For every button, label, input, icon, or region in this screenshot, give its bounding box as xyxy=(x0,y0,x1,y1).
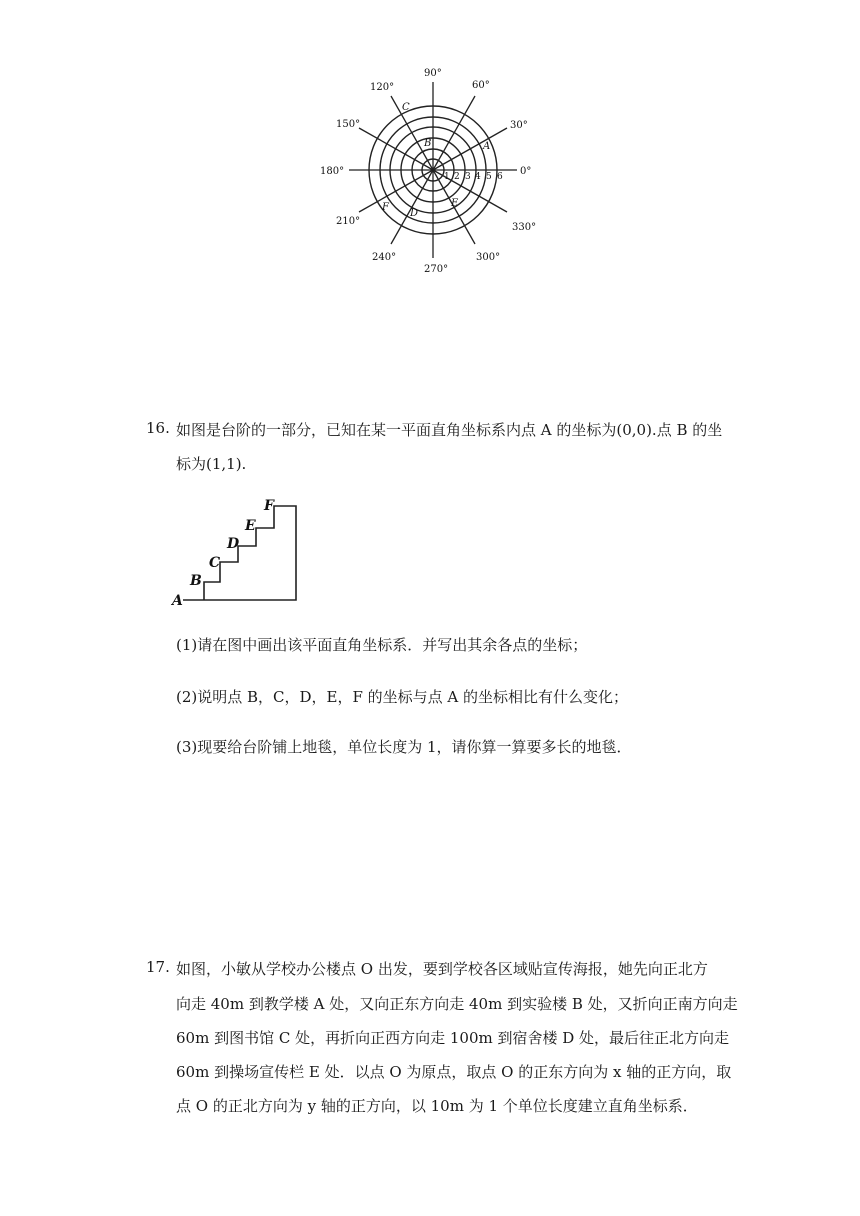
angle-label-180: 180° xyxy=(320,166,345,177)
polar-point-A: A xyxy=(483,141,491,152)
q16-stem-line1: 如图是台阶的一部分，已知在某一平面直角坐标系内点 A 的坐标为(0,0).点 B 的坐 xyxy=(176,421,723,439)
stair-point-A: A xyxy=(172,593,183,608)
angle-label-60: 60° xyxy=(472,80,490,91)
angle-label-30: 30° xyxy=(510,120,528,131)
radius-label-6: 6 xyxy=(497,172,503,182)
stair-point-E: E xyxy=(245,518,256,534)
polar-point-B: B xyxy=(424,138,432,149)
polar-point-E: E xyxy=(451,198,459,209)
polar-point-C: C xyxy=(402,102,410,113)
stair-point-C: C xyxy=(209,555,221,571)
polar-point-D: D xyxy=(410,208,419,219)
polar-grid-figure xyxy=(320,60,550,280)
angle-label-90: 90° xyxy=(424,68,442,79)
stair-point-D: D xyxy=(227,536,240,552)
radius-label-5: 5 xyxy=(486,172,492,182)
stair-point-F: F xyxy=(264,498,274,514)
angle-label-120: 120° xyxy=(370,82,395,93)
staircase-svg xyxy=(168,490,308,608)
q17-line1: 如图，小敏从学校办公楼点 O 出发，要到学校各区域贴宣传海报，她先向正北方 xyxy=(176,960,708,978)
angle-label-270: 270° xyxy=(424,264,449,275)
q17-number: 17. xyxy=(146,958,170,976)
staircase-figure xyxy=(168,490,308,608)
q16-sub2: (2)说明点 B，C，D，E，F 的坐标与点 A 的坐标相比有什么变化； xyxy=(176,688,629,706)
polar-point-F: F xyxy=(382,202,389,213)
q17-line4: 60m 到操场宣传栏 E 处．以点 O 为原点，取点 O 的正东方向为 x 轴的正方向，取 xyxy=(176,1063,732,1081)
q16-sub3: (3)现要给台阶铺上地毯，单位长度为 1，请你算一算要多长的地毯． xyxy=(176,738,632,756)
radius-label-1: 1 xyxy=(444,172,450,182)
radius-label-3: 3 xyxy=(465,172,471,182)
q17-line5: 点 O 的正北方向为 y 轴的正方向，以 10m 为 1 个单位长度建立直角坐标系． xyxy=(176,1097,698,1115)
q17-line2: 向走 40m 到教学楼 A 处，又向正东方向走 40m 到实验楼 B 处，又折向正南方向走 xyxy=(176,995,738,1013)
angle-label-150: 150° xyxy=(336,119,361,130)
stair-point-B: B xyxy=(190,573,202,589)
q16-sub1: (1)请在图中画出该平面直角坐标系．并写出其余各点的坐标； xyxy=(176,636,588,654)
angle-label-210: 210° xyxy=(336,216,361,227)
q16-stem-line2: 标为(1,1). xyxy=(176,455,247,473)
angle-label-0: 0° xyxy=(520,166,532,177)
polar-grid-svg xyxy=(320,60,550,280)
angle-label-330: 330° xyxy=(512,222,537,233)
q17-line3: 60m 到图书馆 C 处，再折向正西方向走 100m 到宿舍楼 D 处，最后往正北方向走 xyxy=(176,1029,730,1047)
radius-label-4: 4 xyxy=(475,172,481,182)
radius-label-2: 2 xyxy=(454,172,460,182)
angle-label-300: 300° xyxy=(476,252,501,263)
q16-number: 16. xyxy=(146,419,170,437)
angle-label-240: 240° xyxy=(372,252,397,263)
